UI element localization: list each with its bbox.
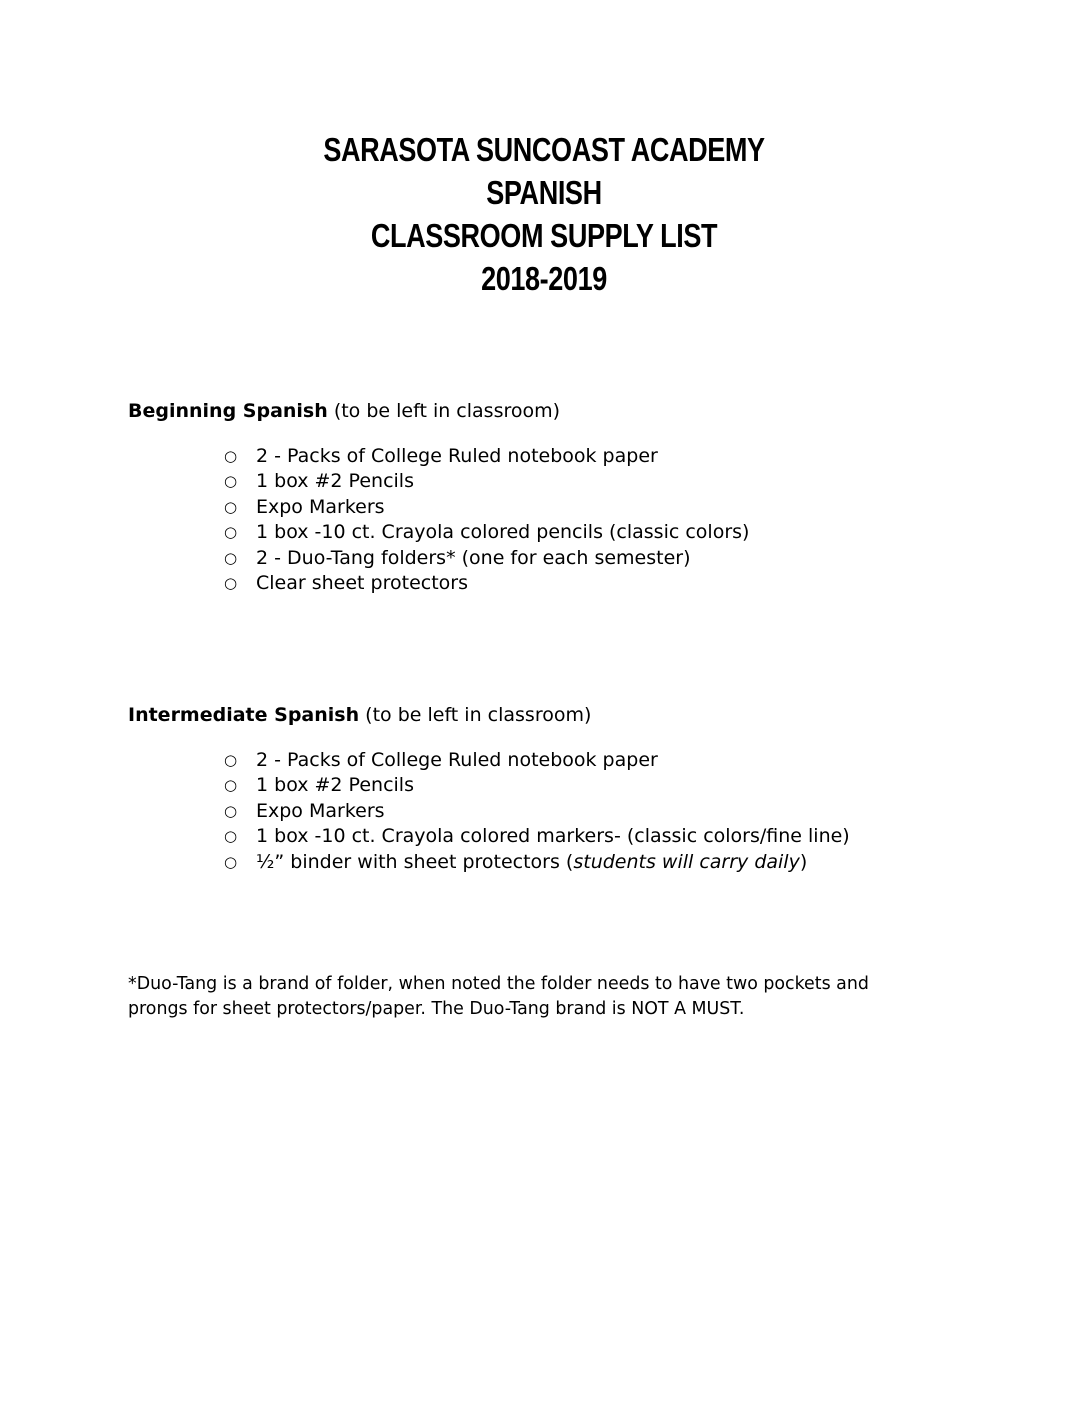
list-item: [224, 824, 948, 849]
document-type-title: CLASSROOM SUPPLY LIST: [370, 217, 718, 254]
bullet-circle-icon: ○: [224, 548, 238, 567]
title-block: [0, 128, 1088, 300]
list-item-text: 2 - Duo-Tang folders* (one for each semester): [256, 546, 691, 569]
list-item-text: 2 - Packs of College Ruled notebook paper: [256, 749, 658, 771]
bullet-circle-icon: ○: [224, 852, 238, 871]
school-year: 2018-2019: [481, 260, 607, 297]
bullet-circle-icon: ○: [224, 751, 238, 769]
list-item-text: 1 box -10 ct. Crayola colored pencils (classic colors): [256, 521, 750, 544]
list-item: [224, 571, 948, 596]
list-item: [224, 546, 948, 571]
bullet-circle-icon: ○: [224, 827, 238, 846]
list-item: [224, 495, 948, 520]
list-item: [224, 520, 948, 545]
bullet-circle-icon: ○: [224, 447, 238, 465]
beginning-supply-list: [128, 444, 948, 596]
binder-item-suffix: ): [799, 850, 808, 873]
list-item-text: 1 box #2 Pencils: [256, 470, 414, 493]
intermediate-spanish-heading: [128, 703, 948, 728]
list-item: [224, 748, 948, 773]
list-item-text: 2 - Packs of College Ruled notebook paper: [256, 445, 658, 467]
list-item: [224, 799, 948, 824]
bullet-circle-icon: ○: [224, 472, 238, 491]
beginning-heading-note: (to be left in classroom): [327, 400, 561, 422]
list-item-text: 1 box #2 Pencils: [256, 774, 414, 797]
intermediate-spanish-section: [128, 703, 948, 875]
binder-item-prefix: ½” binder with sheet protectors (: [256, 850, 574, 873]
list-item: [224, 469, 948, 494]
bullet-circle-icon: ○: [224, 776, 238, 795]
list-item: [224, 850, 948, 875]
bullet-circle-icon: ○: [224, 497, 238, 516]
intermediate-heading-bold: Intermediate Spanish: [128, 704, 360, 726]
beginning-spanish-heading: [128, 399, 948, 424]
list-item: [224, 444, 948, 469]
binder-item-italic-note: students will carry daily: [573, 850, 800, 873]
intermediate-heading-note: (to be left in classroom): [359, 704, 592, 726]
footnote-line-2: prongs for sheet protectors/paper. The Duo-Tang brand is NOT A MUST.: [128, 998, 745, 1019]
footnote-line-1: *Duo-Tang is a brand of folder, when noted the folder needs to have two pockets and: [128, 974, 869, 994]
beginning-heading-bold: Beginning Spanish: [128, 400, 328, 422]
list-item-text: 1 box -10 ct. Crayola colored markers- (classic colors/fine line): [256, 825, 850, 848]
list-item-text: Expo Markers: [256, 799, 385, 822]
list-item-text: Clear sheet protectors: [256, 572, 468, 595]
school-name: SARASOTA SUNCOAST ACADEMY: [323, 131, 765, 168]
list-item-text: Expo Markers: [256, 495, 385, 518]
bullet-circle-icon: ○: [224, 574, 238, 593]
beginning-spanish-section: [128, 399, 948, 596]
subject-title: SPANISH: [486, 174, 602, 211]
bullet-circle-icon: ○: [224, 801, 238, 820]
list-item: [224, 773, 948, 798]
intermediate-supply-list: [128, 748, 948, 875]
footnote: [128, 972, 928, 1021]
bullet-circle-icon: ○: [224, 523, 238, 542]
